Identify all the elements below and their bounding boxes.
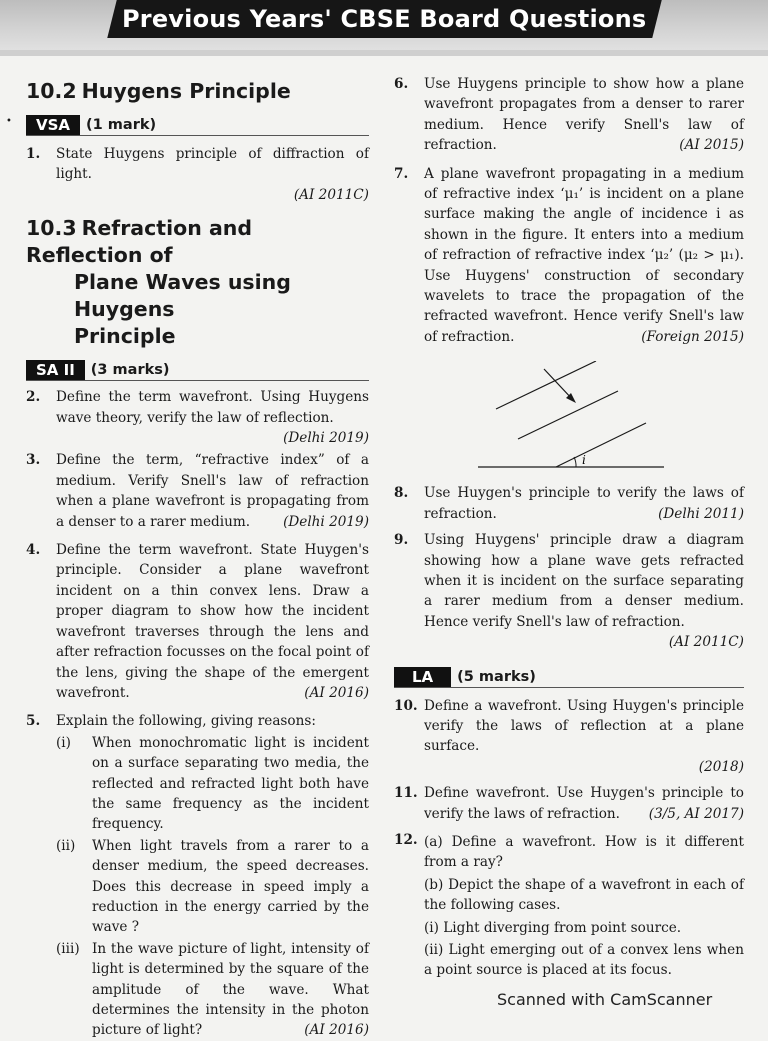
sub-question-text: When light travels from a rarer to a denser medium, the speed decreases. Does this decrease in speed imply a reduction in the energy carried by the wave ? [92,837,369,936]
part-b: (b) Depict the shape of a wavefront in each of the following cases. [424,876,744,914]
question-number: 10. [394,697,418,714]
question-number: 8. [394,485,409,502]
question-text [56,711,369,1041]
question-12 [394,830,744,981]
question-source: (Delhi 2011) [658,505,744,522]
question-number: 9. [394,532,409,549]
section-title-line1: Refraction and Reflection of [26,216,253,268]
section-number: 10.2 [26,79,77,103]
question-number: 4. [26,542,41,559]
question-source: (3/5, AI 2017) [648,805,744,822]
section-title-line2: Plane Waves using Huygens [74,270,291,322]
question-source: (2018) [698,758,744,775]
roman-numeral: (iii) [56,940,80,957]
question-5 [26,711,369,1041]
wavefront-1 [496,361,596,409]
question-6 [394,74,744,156]
right-column [394,74,744,981]
banner-title: Previous Years' CBSE Board Questions [122,5,647,33]
vsa-marks-header [26,115,369,136]
question-1 [26,144,369,185]
question-number: 6. [394,76,409,92]
question-number: 2. [26,389,41,406]
question-body: Define the term wavefront. State Huygen's principle. Consider a plane wavefront incident on a thin convex lens. Draw a proper diagram to show how the incident wavefront traverses through the lens and after refraction focusses on the focal point of the lens, giving the shape of the emergent wavefront. [56,542,369,701]
question-text [424,74,744,156]
question-3 [26,450,369,532]
question-source: (AI 2011C) [293,186,369,203]
sub-question-text [92,939,369,1041]
question-text: State Huygens principle of diffraction of light. [56,146,369,183]
section-number: 10.3 [26,216,77,241]
question-body: A plane wavefront propagating in a medium of refractive index ‘μ₁’ is incident on a plane surface making the angle of incidence i as shown in the figure. It enters into a medium of refraction of refractive index ‘μ₂’ (μ₂ > μ₁). Use Huygens' construction of secondary wavelets to trace the propagation of the refracted wavefront. Hence verify Snell's law of refraction. [424,165,744,345]
question-number: 12. [394,831,418,848]
question-2 [26,387,369,428]
margin-mark: • [6,116,12,127]
question-number: 1. [26,146,41,162]
vsa-marks: (1 mark) [86,117,157,133]
question-text [424,783,744,824]
question-9 [394,530,744,632]
sub-question-text: When monochromatic light is incident on a surface separating two media, the reflected and refracted light both have the same frequency as the incident frequency. [92,734,369,833]
question-8 [394,483,744,524]
question-text [56,450,369,532]
part-a: (a) Define a wavefront. How is it different from a ray? [424,833,744,871]
angle-arc [574,457,576,467]
question-number: 5. [26,713,41,730]
sa2-marks-header [26,360,369,381]
question-text: Define the term wavefront. Using Huygens wave theory, verify the law of reflection. [56,389,369,426]
wavefront-3 [556,423,646,467]
question-4 [26,540,369,703]
angle-label: i [582,453,586,468]
la-tag: LA [394,667,451,687]
section-title: Huygens Principle [81,79,291,103]
question-text [424,483,744,524]
question-source: (AI 2011C) [668,634,744,651]
question-7 [394,164,744,348]
sa2-marks: (3 marks) [90,362,170,379]
section-10-3-heading [26,215,369,350]
question-text [424,830,744,981]
question-10 [394,696,744,757]
question-body: Use Huygen's principle to verify the laws of refraction. [424,485,744,522]
question-number: 11. [394,785,418,802]
question-body: Explain the following, giving reasons: [56,713,316,730]
question-number: 3. [26,452,41,469]
question-text: Using Huygens' principle draw a diagram showing how a plane wave gets refracted when it is incident on the surface separating a rarer medium from a denser medium. Hence verify Snell's law of refraction. [424,532,744,630]
sub-question-i [56,733,369,835]
la-marks: (5 marks) [457,668,536,685]
sub-question-ii [56,836,369,938]
question-body: Define wavefront. Use Huygen's principle to verify the laws of refraction. [424,785,744,822]
question-11 [394,783,744,824]
section-10-2-heading [26,78,369,105]
refraction-figure [468,361,668,473]
question-text [424,164,744,348]
scanner-watermark: Scanned with CamScanner [497,990,713,1009]
la-marks-header [394,667,744,688]
part-b-i: (i) Light diverging from point source. [424,919,682,936]
sub-question-iii [56,939,369,1041]
left-column [26,74,369,1041]
sub-question-body: In the wave picture of light, intensity of light is determined by the square of the amplitude of the wave. What determines the intensity in the photon picture of light? [92,940,369,1039]
question-body: Define the term, “refractive index” of a medium. Verify Snell's law of refraction when a plane wavefront is propagating from a denser to a rarer medium. [56,452,369,530]
question-text: Define a wavefront. Using Huygen's principle verify the laws of reflection at a plane surface. [424,697,744,755]
question-number: 7. [394,165,409,182]
question-source: (AI 2016) [304,684,369,701]
page-banner [107,0,661,38]
section-title-line3: Principle [74,324,176,349]
question-source: (Foreign 2015) [641,328,744,345]
question-body: Use Huygens principle to show how a plane wavefront propagates from a denser to rarer medium. Hence verify Snell's law of refraction. [424,76,744,154]
vsa-tag: VSA [26,115,80,135]
sa2-tag: SA II [26,360,85,380]
question-source: (Delhi 2019) [283,513,369,530]
question-source: (AI 2015) [679,137,744,154]
roman-numeral: (ii) [56,837,76,854]
question-source: (AI 2016) [304,1022,369,1039]
question-source: (Delhi 2019) [283,430,369,447]
part-b-ii: (ii) Light emerging out of a convex lens when a point source is placed at its focus. [424,942,744,979]
question-text [56,540,369,703]
roman-numeral: (i) [56,734,71,751]
